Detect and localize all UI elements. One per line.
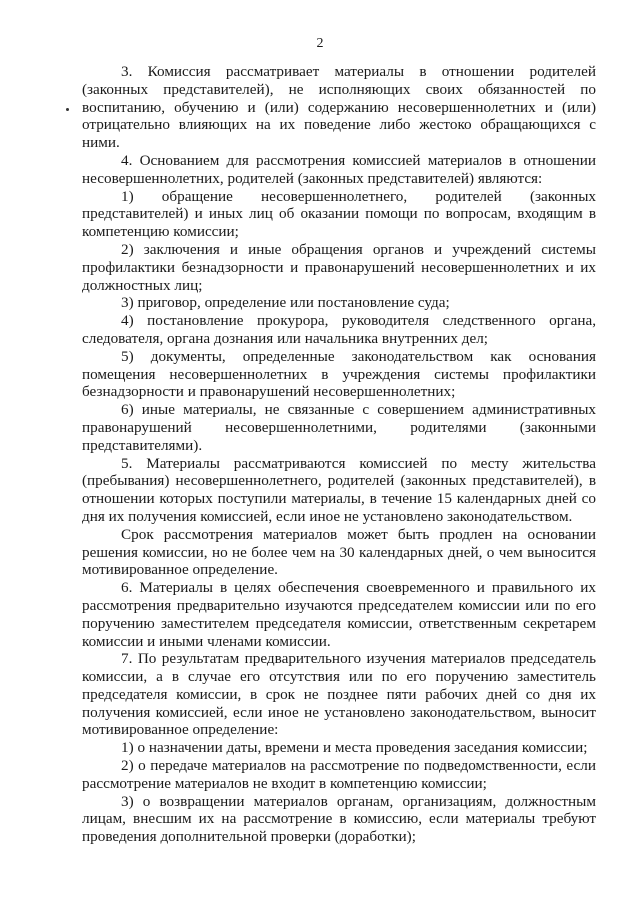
paragraph-item-3: 3. Комиссия рассматривает материалы в отношении родителей (законных представителей), не исполняющих своих обязанностей по воспитанию, обучению и (или) содержанию несовершеннолетних и (или) отрицательно влияющих на их поведение либо жестоко обращающихся с ними. [82,63,596,152]
paragraph-item-6: 6. Материалы в целях обеспечения своевременного и правильного их рассмотрения предварительно изучаются председателем комиссии или по его поручению заместителем председателя комиссии, ответственным секретарем комиссии и иными членами комиссии. [82,579,596,650]
document-body [82,63,596,846]
subitem-4-6: 6) иные материалы, не связанные с совершением административных правонарушений несовершеннолетними, родителями (законными представителями). [82,401,596,454]
subitem-4-4: 4) постановление прокурора, руководителя следственного органа, следователя, органа дознания или начальника внутренних дел; [82,312,596,347]
subitem-4-1: 1) обращение несовершеннолетнего, родителей (законных представителей) и иных лиц об оказании помощи по вопросам, входящим в компетенцию комиссии; [82,187,596,241]
subitem-7-1: 1) о назначении даты, времени и места проведения заседания комиссии; [121,739,588,757]
subitem-7-3: 3) о возвращении материалов органам, организациям, должностным лицам, внесшим их на рассмотрение в комиссию, если материалы требуют проведения дополнительной проверки (доработки); [82,792,596,846]
subitem-4-3: 3) приговор, определение или постановление суда; [121,294,450,312]
page-number: 2 [316,36,324,51]
paragraph-extension-term: Срок рассмотрения материалов может быть продлен на основании решения комиссии, но не более чем на 30 календарных дней, о чем выносится мотивированное определение. [82,525,596,579]
subitem-7-2: 2) о передаче материалов на рассмотрение по подведомственности, если рассмотрение материалов не входит в компетенцию комиссии; [82,757,596,792]
subitem-4-5: 5) документы, определенные законодательством как основания помещения несовершеннолетних в учреждения системы профилактики безнадзорности и правонарушений несовершеннолетних; [82,347,596,401]
paragraph-item-5: 5. Материалы рассматриваются комиссией по месту жительства (пребывания) несовершеннолетнего, родителей (законных представителей), в отношении которых поступили материалы, в течение 15 календарных дней со дня их получения комиссией, если иное не установлено законодательством. [82,454,596,525]
scan-dot-mark [66,108,69,111]
subitem-4-2: 2) заключения и иные обращения органов и учреждений системы профилактики безнадзорности и правонарушений несовершеннолетних и их должностных лиц; [82,240,596,294]
paragraph-item-4: 4. Основанием для рассмотрения комиссией материалов в отношении несовершеннолетних, родителей (законных представителей) являются: [82,151,596,187]
paragraph-item-7: 7. По результатам предварительного изучения материалов председатель комиссии, а в случае его отсутствия или по его поручению заместитель председателя комиссии, в срок не позднее пяти рабочих дней со дня их получения комиссией, если иное не установлено законодательством, выносит мотивированное определение: [82,650,596,739]
